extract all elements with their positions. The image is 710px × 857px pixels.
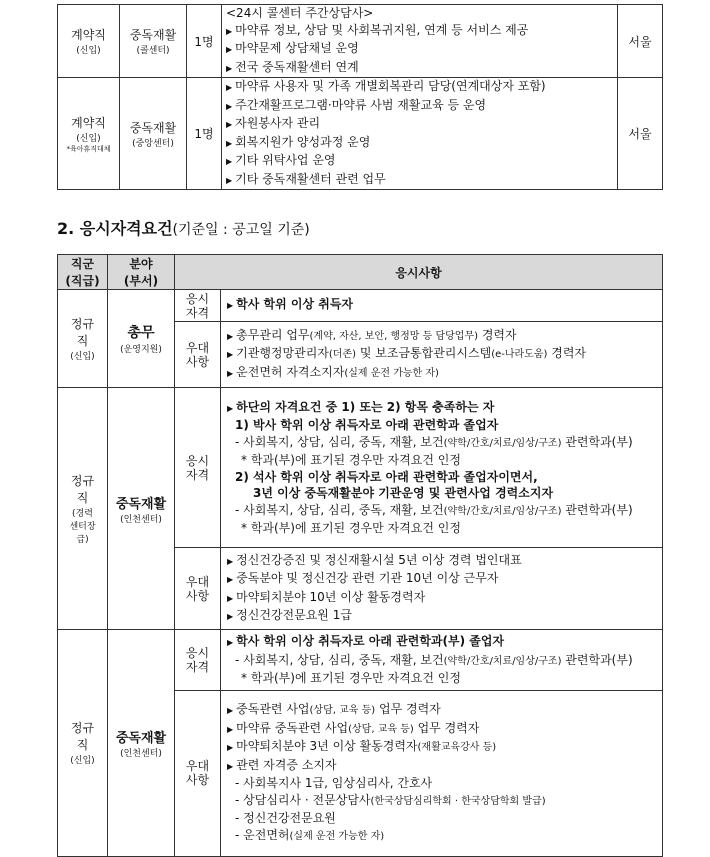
job-type-note: *육아휴직대체 [66, 144, 111, 153]
qual-detail [227, 502, 658, 521]
duties-cell [222, 5, 618, 78]
pref-text: 마약류 중독관련 사업 [236, 720, 349, 735]
pref-label-text: 우대 사항 [185, 574, 210, 603]
table-row [58, 78, 663, 190]
qual-label [175, 290, 221, 322]
table-row [58, 388, 663, 548]
pref-tail: 및 보조금통합관리시스템 [356, 346, 492, 361]
qual-detail-text: - 사회복지, 상담, 심리, 중독, 재활, 보건 [235, 434, 444, 449]
qual-label [175, 630, 221, 691]
qual-detail-text: - 사회복지, 상담, 심리, 중독, 재활, 보건 [235, 502, 444, 517]
pref-detail: (실제 운전 가능한 자) [289, 830, 385, 842]
qual-content [221, 630, 663, 691]
job-type-cell [58, 5, 120, 78]
pref-label [175, 690, 221, 856]
pref-item: ▶ 정신건강전문요원 1급 [227, 607, 658, 626]
qual-label-text: 응시 자격 [185, 453, 210, 482]
dept-cell [120, 5, 187, 78]
pref-label [175, 548, 221, 630]
pref-detail: (e-나라도움) [491, 349, 548, 361]
field-name: 총무 [127, 325, 155, 341]
job-type-sub: 센터장 [69, 522, 96, 532]
pref-item: ▶ 관련 자격증 소지자 [227, 757, 658, 776]
pref-detail: (실제 운전 가능한 자) [344, 367, 439, 379]
location: 서울 [618, 78, 663, 190]
pref-item [227, 720, 658, 739]
pref-detail: (상담, 교육 등) [309, 705, 376, 716]
qual-detail-tail: 관련학과(부) [561, 434, 633, 449]
pref-text: - 운전면허 [235, 827, 290, 842]
field-cell [108, 388, 175, 630]
pref-item: ▶ 정신건강증진 및 정신재활시설 5년 이상 경력 법인대표 [227, 552, 658, 571]
pref-detail: (더존) [328, 349, 357, 361]
headcount: 1명 [187, 78, 222, 190]
qual-content [221, 290, 663, 322]
qual-detail [227, 652, 658, 671]
job-type: 계약직 [71, 115, 106, 130]
job-duty-table [57, 4, 663, 190]
dept-sub: (중앙센터) [132, 138, 174, 149]
table-row [58, 290, 663, 322]
dept-sub: (콜센터) [136, 46, 170, 56]
pref-detail: (한국상담심리학회 · 한국상담학회 발급) [370, 795, 546, 807]
pref-item: ▶ 중독분야 및 정신건강 관련 기관 10년 이상 근무자 [227, 570, 658, 589]
section-number: 2. [57, 219, 75, 238]
job-type: 직 [76, 334, 89, 348]
pref-content [221, 690, 663, 856]
job-type-cell [58, 290, 108, 388]
pref-detail: (계약, 자산, 보안, 행정망 등 담당업무) [309, 330, 479, 342]
pref-label-text: 우대 사항 [185, 340, 210, 369]
qual-subitem: 2) 석사 학위 이상 취득자로 아래 관련학과 졸업자이면서, [235, 469, 538, 484]
job-type-sub: (신입) [76, 46, 101, 56]
job-type: 정규 [70, 317, 95, 331]
pref-label-text: 우대 사항 [185, 759, 210, 787]
duty-item: ▶ 회복지원가 양성과정 운영 [226, 134, 617, 153]
pref-tail: 경력자 [478, 327, 517, 342]
job-type-cell [58, 78, 120, 190]
dept-name: 중독재활 [129, 28, 177, 42]
dept-cell [120, 78, 187, 190]
header-type-sub: (직급) [65, 274, 100, 288]
pref-item [227, 701, 658, 720]
pref-detail: (상담, 교육 등) [348, 723, 414, 735]
pref-subitem [227, 827, 658, 846]
job-type-sub: (경력 [72, 509, 93, 519]
field-sub: (인천센터) [120, 514, 162, 525]
pref-text: 기관행정망관리자 [236, 346, 329, 361]
field-cell [108, 630, 175, 857]
qual-note: * 학과(부)에 표기된 경우만 자격요건 인정 [241, 521, 461, 535]
duty-item: ▶ 기타 중독재활센터 관련 업무 [226, 171, 617, 190]
duty-heading: <24시 콜센터 주간상담사> [226, 6, 374, 20]
header-field [108, 255, 175, 290]
pref-item [227, 364, 658, 383]
qual-label [175, 388, 221, 548]
pref-text: 중독관련 사업 [236, 702, 310, 716]
field-sub: (운영지원) [120, 345, 162, 355]
pref-text: 마약퇴치분야 3년 이상 활동경력자 [236, 739, 418, 753]
pref-subitem: - 정신건강전문요원 [235, 811, 336, 825]
duties-cell [222, 78, 618, 190]
qual-content [221, 388, 663, 548]
pref-tail: 경력자 [547, 346, 586, 361]
field-name: 중독재활 [115, 730, 167, 746]
job-type-sub: (신입) [70, 756, 95, 767]
qual-note: * 학과(부)에 표기된 경우만 자격요건 인정 [241, 671, 461, 685]
header-type-main: 직군 [70, 257, 95, 271]
qual-detail-small: (약학/간호/치료/임상/구조) [443, 437, 562, 449]
job-type-sub: (신입) [76, 133, 101, 144]
pref-text: 총무관리 업무 [236, 327, 310, 342]
job-type-cell [58, 630, 108, 857]
section-heading [57, 216, 310, 239]
qual-label-text: 응시 자격 [185, 291, 210, 320]
field-cell [108, 290, 175, 388]
header-requirements: 응시사항 [175, 255, 663, 290]
qual-item: ▶ 학사 학위 이상 취득자 [227, 296, 658, 315]
section-title: 응시자격요건 [79, 219, 173, 238]
header-field-main: 분야 [129, 257, 153, 271]
pref-text: 운전면허 자격소지자 [236, 364, 345, 379]
duty-item: ▶ 전국 중독재활센터 연계 [226, 59, 617, 78]
field-name: 중독재활 [115, 496, 167, 512]
qual-note: * 학과(부)에 표기된 경우만 자격요건 인정 [241, 453, 461, 467]
duty-item: ▶ 마약류 사용자 및 가족 개별회복관리 담당(연계대상자 포함) [226, 78, 617, 97]
pref-item: ▶ 마약퇴치분야 10년 이상 활동경력자 [227, 589, 658, 608]
table-row [58, 630, 663, 691]
job-type-cell [58, 388, 108, 630]
pref-item [227, 327, 658, 346]
qual-item: ▶ 하단의 자격요건 중 1) 또는 2) 항목 충족하는 자 [227, 399, 658, 418]
job-type: 직 [76, 491, 89, 505]
qual-detail-tail: 관련학과(부) [561, 502, 633, 517]
duty-item: ▶ 기타 위탁사업 운영 [226, 152, 617, 171]
qual-detail-small: (약학/간호/치료/임상/구조) [443, 655, 562, 667]
pref-label [175, 322, 221, 388]
requirements-table [57, 254, 663, 857]
pref-item [227, 345, 658, 364]
pref-tail: 업무 경력자 [375, 702, 441, 716]
pref-text: - 상담심리사 · 전문상담사 [235, 792, 371, 807]
qual-detail-text: - 사회복지, 상담, 심리, 중독, 재활, 보건 [235, 652, 444, 667]
job-type: 계약직 [71, 28, 106, 42]
pref-subitem [227, 792, 658, 811]
pref-content [221, 322, 663, 388]
table-row [58, 5, 663, 78]
job-type: 정규 [70, 474, 95, 488]
location: 서울 [618, 5, 663, 78]
qual-label-text: 응시 자격 [185, 645, 210, 674]
duty-item: ▶ 마약문제 상담채널 운영 [226, 40, 617, 59]
duty-item: ▶ 마약류 정보, 상담 및 사회복귀지원, 연계 등 서비스 제공 [226, 22, 617, 41]
job-type-sub: 급) [76, 535, 89, 545]
pref-tail: 업무 경력자 [413, 720, 480, 735]
duty-item: ▶ 자원봉사자 관리 [226, 115, 617, 134]
qual-detail [227, 434, 658, 453]
qual-item: ▶ 학사 학위 이상 취득자로 아래 관련학과(부) 졸업자 [227, 633, 658, 652]
duty-item: ▶ 주간재활프로그램·마약류 사범 재활교육 등 운영 [226, 97, 617, 116]
qual-subitem: 1) 박사 학위 이상 취득자로 아래 관련학과 졸업자 [235, 418, 499, 432]
dept-name: 중독재활 [129, 120, 177, 135]
header-type [58, 255, 108, 290]
job-type-sub: (신입) [70, 352, 95, 362]
qual-detail-small: (약학/간호/치료/임상/구조) [443, 505, 562, 517]
qual-detail-tail: 관련학과(부) [561, 652, 633, 667]
pref-detail: (재활교육강사 등) [417, 742, 497, 753]
job-type: 정규 [70, 721, 95, 736]
pref-subitem: - 사회복지사 1급, 임상심리사, 간호사 [235, 776, 433, 790]
field-sub: (인천센터) [120, 748, 162, 759]
job-type: 직 [76, 738, 89, 753]
pref-item [227, 738, 658, 757]
section-subtitle: (기준일 : 공고일 기준) [172, 222, 310, 238]
headcount: 1명 [187, 5, 222, 78]
qual-subitem: 3년 이상 중독재활분야 기관운영 및 관련사업 경력소지자 [253, 486, 554, 500]
table-header-row [58, 255, 663, 290]
header-field-sub: (부서) [123, 274, 159, 288]
pref-content [221, 548, 663, 630]
